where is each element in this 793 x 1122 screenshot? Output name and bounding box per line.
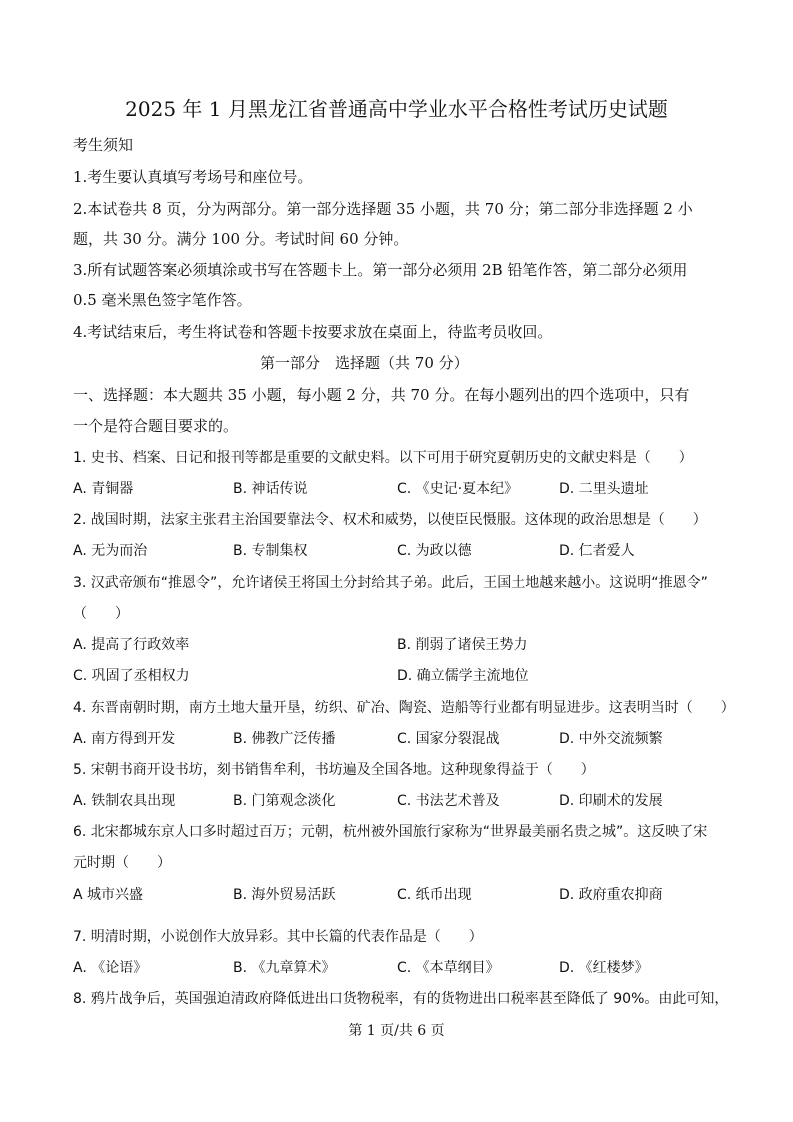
option-b: B. 海外贸易活跃	[233, 887, 336, 903]
question-stem: 3. 汉武帝颁布“推恩令”，允许诸侯王将国土分封给其子弟。此后，王国土地越来越小。这说明“推恩令”	[73, 575, 708, 591]
option-c: C. 为政以德	[397, 543, 472, 559]
option-a: A. 《论语》	[73, 960, 148, 976]
page-footer: 第 1 页/共 6 页	[348, 1023, 445, 1039]
option-b: B. 《九章算术》	[233, 960, 336, 976]
option-d: D. 《红楼梦》	[559, 960, 649, 976]
question-stem: 7. 明清时期，小说创作大放异彩。其中长篇的代表作品是（ ）	[73, 929, 483, 945]
question-stem: 1. 史书、档案、日记和报刊等都是重要的文献史料。以下可用于研究夏朝历史的文献史料是（ ）	[73, 450, 693, 466]
question-stem: 元时期（ ）	[73, 855, 171, 871]
option-b: B. 门第观念淡化	[233, 793, 336, 809]
notice-heading: 考生须知	[73, 136, 134, 154]
section-heading: 第一部分 选择题（共 70 分）	[260, 354, 469, 372]
option-a: A. 铁制农具出现	[73, 793, 176, 809]
notice-line: 2.本试卷共 8 页，分为两部分。第一部分选择题 35 小题，共 70 分；第二部分非选择题 2 小	[73, 200, 693, 218]
option-c: C. 国家分裂混战	[397, 731, 500, 747]
option-b: B. 神话传说	[233, 481, 308, 497]
option-b: B. 削弱了诸侯王势力	[397, 637, 528, 653]
option-d: D. 政府重农抑商	[559, 887, 663, 903]
option-a: A. 南方得到开发	[73, 731, 176, 747]
notice-line: 0.5 毫米黑色签字笔作答。	[73, 291, 252, 309]
question-stem: 8. 鸦片战争后，英国强迫清政府降低进出口货物税率，有的货物进出口税率甚至降低了 90%。由此可知，	[73, 991, 729, 1007]
option-d: D. 印刷术的发展	[559, 793, 663, 809]
option-c: C. 《本草纲目》	[397, 960, 500, 976]
option-a: A. 青铜器	[73, 481, 134, 497]
option-d: D. 确立儒学主流地位	[397, 668, 529, 684]
option-a: A 城市兴盛	[73, 887, 144, 903]
section-instructions: 一、选择题：本大题共 35 小题，每小题 2 分，共 70 分。在每小题列出的四个选项中，只有	[73, 386, 690, 404]
notice-line: 1.考生要认真填写考场号和座位号。	[73, 168, 313, 186]
option-c: C. 巩固了丞相权力	[73, 668, 190, 684]
question-stem: 2. 战国时期，法家主张君主治国要靠法令、权术和威势，以使臣民慑服。这体现的政治思想是（ ）	[73, 512, 707, 528]
option-a: A. 无为而治	[73, 543, 148, 559]
document-title: 2025 年 1 月黑龙江省普通高中学业水平合格性考试历史试题	[125, 97, 668, 121]
option-c: C. 书法艺术普及	[397, 793, 500, 809]
option-b: B. 佛教广泛传播	[233, 731, 336, 747]
section-instructions: 一个是符合题目要求的。	[73, 417, 239, 435]
question-stem: （ ）	[73, 606, 129, 622]
notice-line: 3.所有试题答案必须填涂或书写在答题卡上。第一部分必须用 2B 铅笔作答，第二部分必须用	[73, 261, 688, 279]
question-stem: 6. 北宋都城东京人口多时超过百万；元朝，杭州被外国旅行家称为“世界最美丽名贵之城”。这反映了宋	[73, 824, 708, 840]
option-d: D. 仁者爱人	[559, 543, 635, 559]
option-d: D. 二里头遗址	[559, 481, 649, 497]
option-c: C. 纸币出现	[397, 887, 472, 903]
notice-line: 4.考试结束后，考生将试卷和答题卡按要求放在桌面上，待监考员收回。	[73, 323, 553, 341]
option-b: B. 专制集权	[233, 543, 308, 559]
option-d: D. 中外交流频繁	[559, 731, 663, 747]
option-c: C. 《史记·夏本纪》	[397, 481, 519, 497]
question-stem: 5. 宋朝书商开设书坊，刻书销售牟利，书坊遍及全国各地。这种现象得益于（ ）	[73, 762, 595, 778]
option-a: A. 提高了行政效率	[73, 637, 190, 653]
notice-line: 题，共 30 分。满分 100 分。考试时间 60 分钟。	[73, 230, 409, 248]
question-stem: 4. 东晋南朝时期，南方土地大量开垦，纺织、矿冶、陶瓷、造船等行业都有明显进步。这表明当时（ ）	[73, 700, 735, 716]
